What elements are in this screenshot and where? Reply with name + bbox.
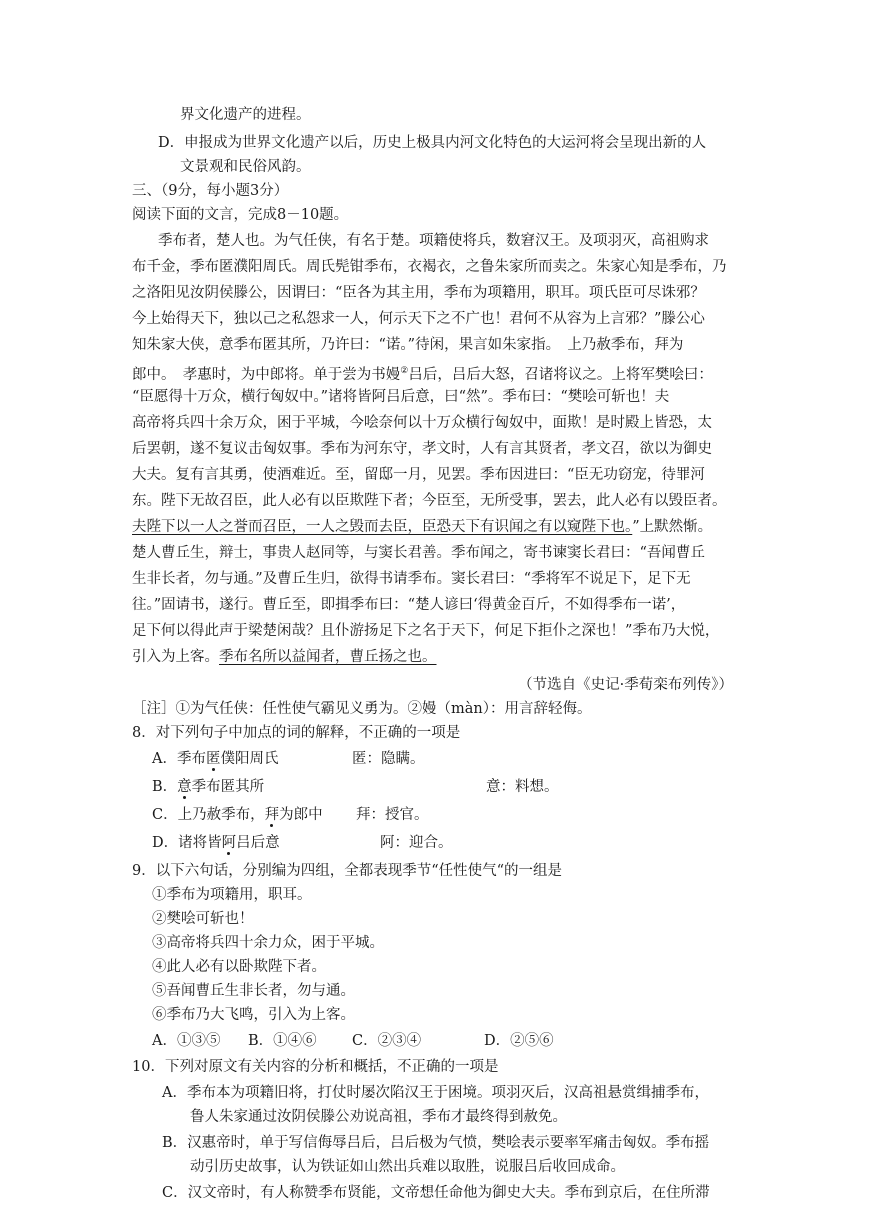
dotted-word: 匿 [205,751,221,767]
option-d [152,832,280,854]
option-c-explanation: 拜：授官。 [356,807,429,823]
option-a-explanation: 匿：隐瞒。 [352,751,425,767]
option-text: B． [152,779,178,795]
option-b-line2: 动引历史故事，认为铁证如山然出兵难以取胜，说服吕后收回成命。 [190,1159,625,1175]
option-b-line1: B．汉惠帝时，单于写信侮辱吕后，吕后极为气愤，樊哙表示要率军痛击匈奴。季布摇 [162,1135,710,1151]
passage-line: 布千金，季布匿濮阳周氏。周氏髡钳季布，衣褐衣，之鲁朱家所而卖之。朱家心知是季布，乃 [132,259,727,275]
underlined-sentence: 季布名所以益闻者，曹丘扬之也。 [219,649,437,665]
passage-line: 今上始得天下，独以己之私怨求一人，何示天下之不广也！君何不从容为上言邪？”滕公心 [132,311,705,327]
option-text: C．上乃赦季布， [152,807,265,823]
option-d: D．②⑤⑥ [484,1033,554,1049]
option-text: 吕后意 [236,835,280,851]
q7-option-d-line1: D．申报成为世界文化遗产以后，历史上极具内河文化特色的大运河将会呈现出新的人 [158,135,707,151]
dotted-word: 意 [177,779,192,795]
section-instruction: 阅读下面的文言，完成8－10题。 [132,207,349,223]
q7-option-d-line2: 文景观和民俗风韵。 [180,159,311,175]
passage-line: 季布者，楚人也。为气任侠，有名于楚。项籍使将兵，数窘汉王。及项羽灭，高祖购求 [158,233,709,249]
option-c-line1: C．汉文帝时，有人称赞季布贤能，文帝想任命他为御史大夫。季布到京后，在住所滞 [162,1185,710,1201]
passage-text: ”上默然惭。 [632,519,713,535]
dotted-word: 拜 [264,807,280,823]
option-text: 季布匿其所 [191,779,265,795]
question-stem: 8．对下列句子中加点的词的解释，不正确的一项是 [132,725,461,741]
option-a-line2: 鲁人朱家通过汝阴侯滕公劝说高祖，季布才最终得到赦免。 [190,1109,567,1125]
sentence-5: ⑤吾闻曹丘生非长者，勿与通。 [152,983,355,999]
option-b: B．①④⑥ [248,1033,317,1049]
passage-line: 高帝将兵四十余万众，困于平城，今哙奈何以十万众横行匈奴中，面欺！是时殿上皆恐，太 [132,415,712,431]
option-text: 为郎中 [279,807,323,823]
passage-text: 吕后，吕后大怒，召诸将议之。上将军樊哙曰： [408,367,713,383]
option-text: A．季布 [152,751,206,767]
sentence-1: ①季布为项籍用，职耳。 [152,887,312,903]
question-stem: 10．下列对原文有关内容的分析和概括，不正确的一项是 [132,1059,499,1075]
passage-line [132,516,712,538]
passage-line: 后罢朝，遂不复议击匈奴事。季布为河东守，孝文时，人有言其贤者，孝文召，欲以为御史 [132,441,712,457]
q7-c-continuation: 界文化遗产的进程。 [180,107,311,123]
passage-line: 楚人曹丘生，辩士，事贵人赵同等，与窦长君善。季布闻之，寄书谏窦长君曰：“吾闻曹丘 [132,545,705,561]
option-c: C．②③④ [352,1033,422,1049]
passage-line: 往。”固请书，遂行。曹丘至，即揖季布曰：“楚人谚曰‘得黄金百斤，不如得季布一诺’， [132,597,686,613]
sentence-2: ②樊哙可斩也！ [152,911,254,927]
sentence-3: ③高帝将兵四十余力众，困于平城。 [152,935,384,951]
sentence-4: ④此人必有以卧欺陛下者。 [152,959,326,975]
passage-line: 生非长者，勿与通。”及曹丘生归，欲得书请季布。窦长君曰：“季将军不说足下，足下无 [132,571,691,587]
section-heading: 三、（9分，每小题3分） [132,183,289,199]
passage-source: （节选自《史记·季荀栾布列传》） [518,677,733,693]
sentence-6: ⑥季布乃大飞鸣，引入为上客。 [152,1007,355,1023]
option-text: 僕阳周氏 [220,751,279,767]
passage-line: 之洛阳见汝阴侯滕公，因谓曰：“臣各为其主用，季布为项籍用，职耳。项氏臣可尽诛邪？ [132,285,705,301]
option-b [152,776,264,798]
option-d-explanation: 阿：迎合。 [380,835,453,851]
passage-line: 足下何以得此声于梁楚闲哉？且仆游扬足下之名于天下，何足下拒仆之深也！”季布乃大悦， [132,623,720,639]
passage-text: 郎中。 孝惠时，为中郎将。单于尝为书嫚 [132,367,401,383]
passage-line: 东。陛下无故召臣，此人必有以臣欺陛下者；今臣至，无所受事，罢去，此人必有以毁臣者。 [132,493,727,509]
passage-line [132,646,437,668]
dotted-word: 阿 [221,835,237,851]
option-text: D．诸将皆 [152,835,222,851]
passage-line: “臣愿得十万众，横行匈奴中。”诸将皆阿吕后意，曰“然”。季布曰：“樊哙可斩也！夫 [132,389,670,405]
footnote-marker: ② [400,366,409,376]
passage-text: 引入为上客。 [132,649,219,665]
underlined-sentence: 夫陛下以一人之誉而召臣，一人之毁而去臣，臣恐天下有识闻之有以窥陛下也。 [132,519,633,535]
option-a: A．①③⑤ [152,1033,221,1049]
passage-line [132,360,713,386]
option-c [152,804,323,826]
passage-line: 大夫。复有言其勇，使酒难近。至，留邸一月，见罢。季布因进曰：“臣无功窃宠，待罪河 [132,467,705,483]
question-stem: 9．以下六句话，分别编为四组，全都表现季节“任性使气“的一组是 [132,863,563,879]
option-a-line1: A．季布本为项籍旧将，打仗时屡次陷汉王于困境。项羽灭后，汉高祖悬赏缉捕季布， [162,1085,709,1101]
passage-note: ［注］①为气任侠：任性使气霸见义勇为。②嫚（màn）：用言辞轻侮。 [132,701,592,717]
option-a [152,748,278,770]
passage-line: 知朱家大侠，意季布匿其所，乃许曰：“诺。”待闲，果言如朱家指。 上乃赦季布，拜为 [132,337,684,353]
option-b-explanation: 意：料想。 [486,779,559,795]
